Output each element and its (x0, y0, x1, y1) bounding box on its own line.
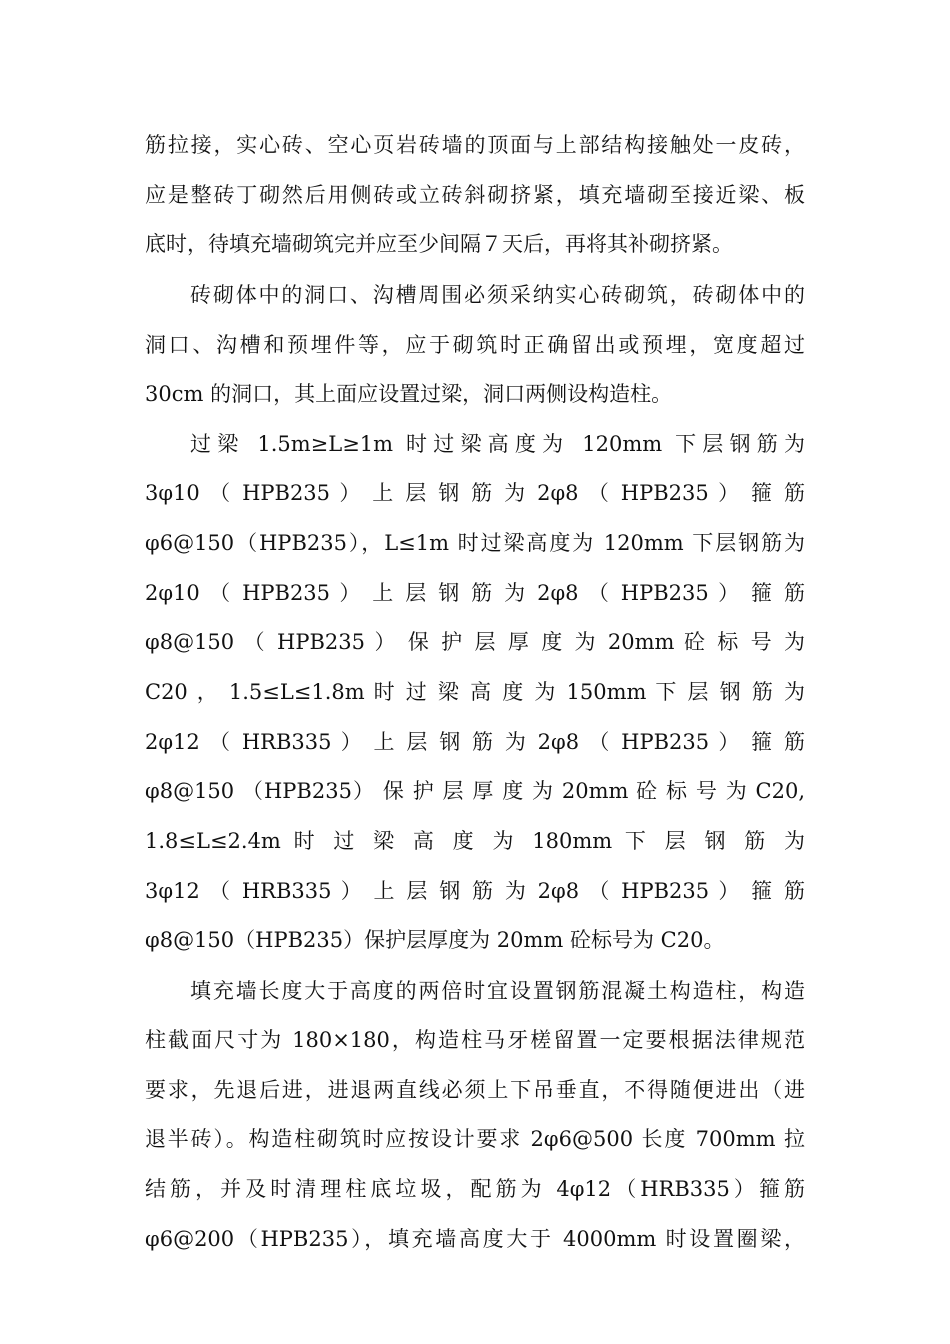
paragraph-3-line-9: 1.8≤L≤2.4m 时 过 梁 高 度 为 180mm 下 层 钢 筋 为 (145, 829, 805, 853)
paragraph-1-line-3: 底时，待填充墙砌筑完并应至少间隔７天后，再将其补砌挤紧。 (145, 232, 733, 256)
paragraph-4-line-1: 填充墙长度大于高度的两倍时宜设置钢筋混凝土构造柱，构造 (190, 979, 805, 1003)
paragraph-3-line-8: φ8@150 （HPB235） 保 护 层 厚 度 为 20mm 砼 标 号 为 C20, (145, 779, 805, 803)
paragraph-4-line-4: 退半砖）。构造柱砌筑时应按设计要求 2φ6@500 长度 700mm 拉 (145, 1127, 805, 1151)
paragraph-3-line-5: φ8@150 （ HPB235 ） 保 护 层 厚 度 为 20mm 砼 标 号 为 (145, 630, 805, 654)
paragraph-3-line-10: 3φ12 （ HRB335 ） 上 层 钢 筋 为 2φ8 （ HPB235 ） 箍 筋 (145, 879, 805, 903)
paragraph-3-line-1: 过梁 1.5m≥L≥1m 时过梁高度为 120mm 下层钢筋为 (190, 432, 805, 456)
paragraph-3-line-7: 2φ12 （ HRB335 ） 上 层 钢 筋 为 2φ8 （ HPB235 ） 箍 筋 (145, 730, 805, 754)
paragraph-3-line-6: C20 ， 1.5≤L≤1.8m 时 过 梁 高 度 为 150mm 下 层 钢 筋 为 (145, 680, 805, 704)
paragraph-2-line-1: 砖砌体中的洞口、沟槽周围必须采纳实心砖砌筑，砖砌体中的 (190, 283, 805, 307)
paragraph-1-line-1: 筋拉接，实心砖、空心页岩砖墙的顶面与上部结构接触处一皮砖， (145, 133, 805, 157)
paragraph-3-line-4: 2φ10 （ HPB235 ） 上 层 钢 筋 为 2φ8 （ HPB235 ） 箍 筋 (145, 581, 805, 605)
paragraph-4-line-6: φ6@200（HPB235），填充墙高度大于 4000mm 时设置圈梁， (145, 1227, 805, 1251)
paragraph-2-line-3: 30cm 的洞口，其上面应设置过梁，洞口两侧设构造柱。 (145, 382, 673, 406)
paragraph-3-line-11: φ8@150（HPB235）保护层厚度为 20mm 砼标号为 C20。 (145, 928, 725, 952)
paragraph-2-line-2: 洞口、沟槽和预埋件等，应于砌筑时正确留出或预埋，宽度超过 (145, 333, 805, 357)
paragraph-1-line-2: 应是整砖丁砌然后用侧砖或立砖斜砌挤紧，填充墙砌至接近梁、板 (145, 183, 805, 207)
paragraph-4-line-3: 要求，先退后进，进退两直线必须上下吊垂直，不得随便进出（进 (145, 1078, 805, 1102)
paragraph-4-line-2: 柱截面尺寸为 180×180，构造柱马牙槎留置一定要根据法律规范 (145, 1028, 805, 1052)
paragraph-3-line-3: φ6@150（HPB235），L≤1m 时过梁高度为 120mm 下层钢筋为 (145, 531, 805, 555)
paragraph-4-line-5: 结筋，并及时清理柱底垃圾，配筋为 4φ12（HRB335）箍筋 (145, 1177, 805, 1201)
paragraph-3-line-2: 3φ10 （ HPB235 ） 上 层 钢 筋 为 2φ8 （ HPB235 ） 箍 筋 (145, 481, 805, 505)
